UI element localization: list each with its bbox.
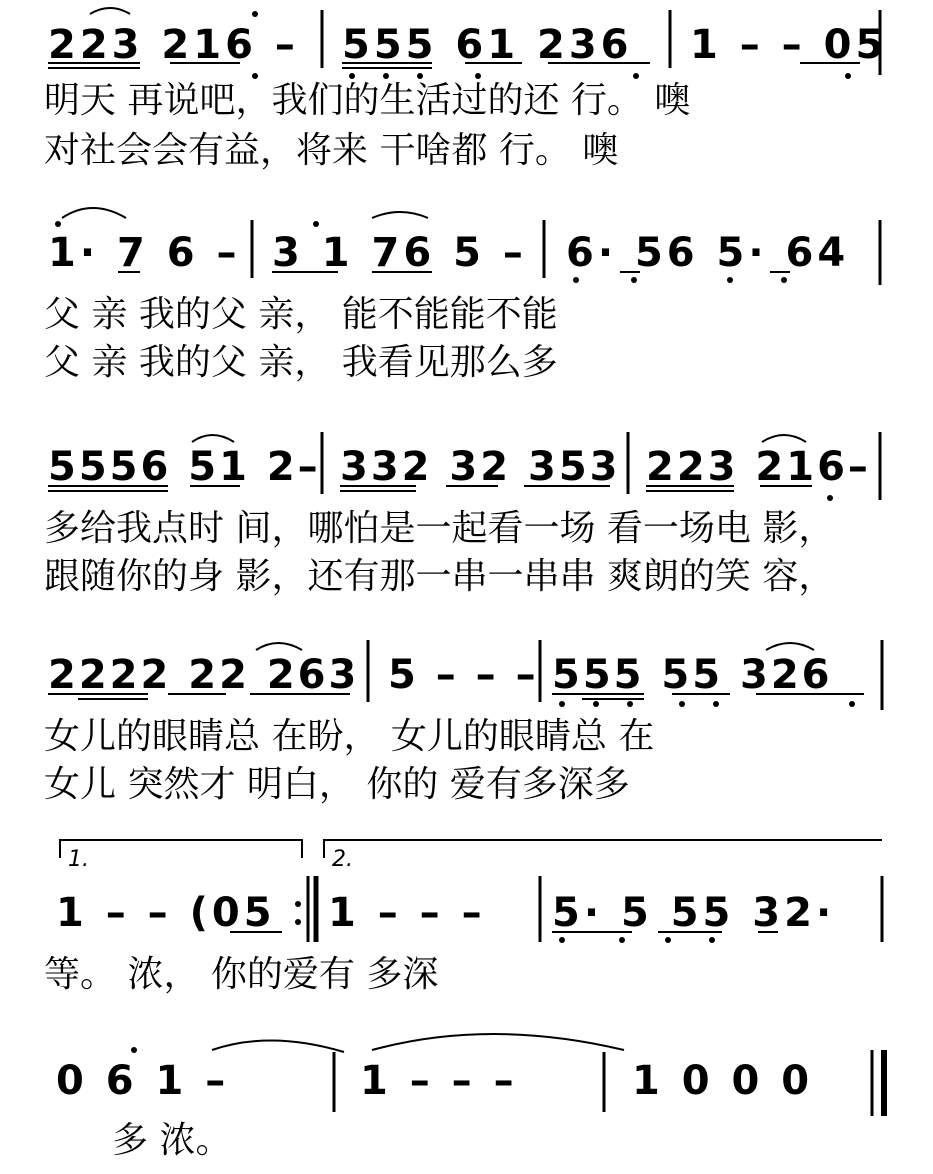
tie bbox=[372, 1034, 624, 1050]
system-5 bbox=[44, 840, 882, 995]
slur bbox=[372, 212, 428, 218]
lyric-1-2: 对社会会有益，将来 干啥都 行。 噢 bbox=[44, 130, 619, 171]
notes-row-4-part-c: 555 55 326 bbox=[552, 652, 833, 698]
lyric-4-1: 女儿的眼睛总 在盼， 女儿的眼睛总 在 bbox=[44, 716, 655, 757]
lyric-4-2: 女儿 突然才 明白， 你的 爱有多深多 bbox=[44, 764, 630, 805]
notes-row-1-part-a: 223 216 – bbox=[48, 22, 299, 68]
notes-row-2-part-c: 6· 56 5· 64 bbox=[566, 230, 850, 276]
notes-row-6-part-a: 0 6 1 – bbox=[56, 1058, 230, 1104]
system-2 bbox=[44, 208, 880, 383]
notes-row-6-part-b: 1 – – – bbox=[360, 1058, 518, 1104]
volta-bracket-1 bbox=[60, 840, 302, 858]
system-6 bbox=[56, 1034, 884, 1161]
notes-row-3-part-b: 332 32 353 bbox=[340, 444, 621, 490]
notes-row-1-part-b: 555 61 236 bbox=[342, 22, 633, 68]
volta-label-2: 2. bbox=[332, 847, 353, 872]
notes-row-3-part-c: 223 216– bbox=[646, 444, 871, 490]
notes-row-5-part-a: 1 – – (05 bbox=[56, 890, 276, 936]
lyric-1-1: 明天 再说吧，我们的生活过的还 行。 噢 bbox=[44, 80, 691, 121]
slur bbox=[766, 643, 814, 650]
lyric-6-1: 多 浓。 bbox=[112, 1120, 232, 1161]
repeat-dot bbox=[295, 901, 301, 907]
tie bbox=[212, 1040, 344, 1052]
notes-row-2-part-b: 3 1 76 5 – bbox=[272, 230, 527, 276]
slur bbox=[256, 643, 302, 650]
notes-row-5-part-b: 1 – – – bbox=[328, 890, 486, 936]
slur bbox=[62, 208, 126, 218]
notes-row-5-part-c: 5· 5 55 32· bbox=[552, 890, 836, 936]
slur bbox=[762, 435, 806, 442]
lyric-3-1: 多给我点时 间，哪怕是一起看一场 看一场电 影， bbox=[44, 508, 835, 549]
system-4 bbox=[44, 640, 882, 805]
lyric-2-2: 父 亲 我的父 亲， 我看见那么多 bbox=[44, 342, 558, 383]
notes-row-2-part-a: 1· 7 6 – bbox=[48, 230, 241, 276]
lyric-5-1: 等。 浓， 你的爱有 多深 bbox=[44, 954, 439, 995]
lyric-2-1: 父 亲 我的父 亲， 能不能能不能 bbox=[44, 294, 558, 335]
notes-row-1-part-c: 1 – – 05 bbox=[690, 22, 888, 68]
lyric-3-2: 跟随你的身 影，还有那一串一串串 爽朗的笑 容， bbox=[44, 556, 835, 597]
notes-row-4-part-b: 5 – – – bbox=[388, 652, 539, 698]
notes-row-3-part-a: 5556 51 2– bbox=[48, 444, 321, 490]
notes-row-6-part-c: 1 0 0 0 bbox=[632, 1058, 814, 1104]
notes-row-4-part-a: 2222 22 263 bbox=[48, 652, 360, 698]
repeat-dot bbox=[295, 919, 301, 925]
slur bbox=[192, 435, 234, 442]
system-3 bbox=[44, 432, 880, 597]
volta-bracket-2 bbox=[324, 840, 882, 858]
slur bbox=[90, 8, 130, 14]
system-1 bbox=[44, 8, 887, 171]
volta-label-1: 1. bbox=[68, 847, 89, 872]
